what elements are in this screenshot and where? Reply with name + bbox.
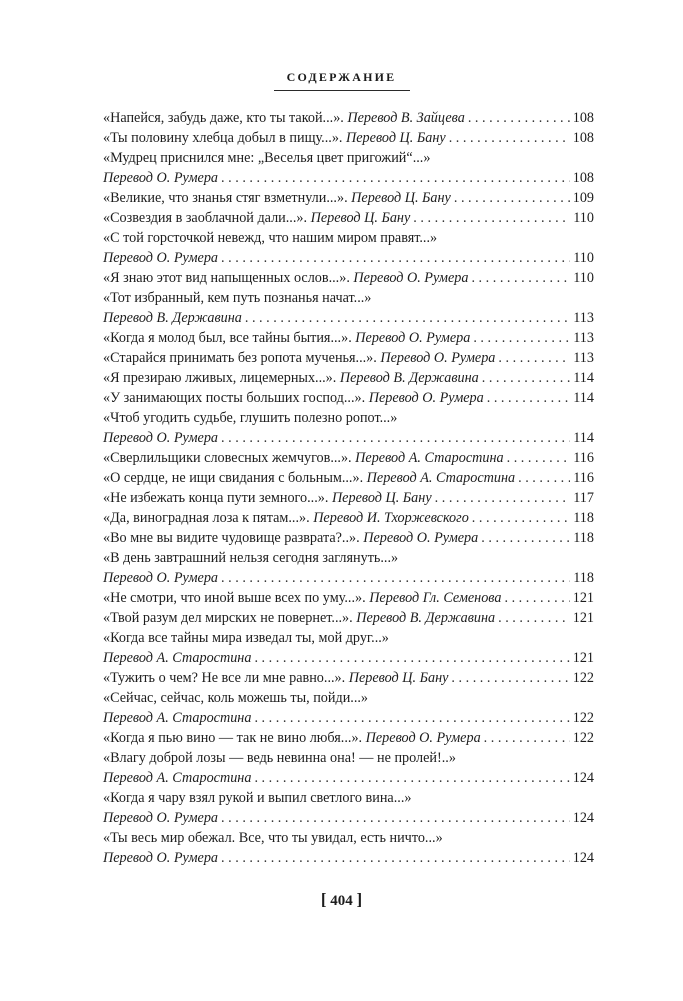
entry-translator: Перевод В. Державина <box>339 370 479 386</box>
toc-entry <box>103 508 594 528</box>
toc-entry-second-line <box>103 428 594 448</box>
entry-page-number: 121 <box>572 650 594 666</box>
entry-translator: Перевод А. Старостина <box>366 470 516 486</box>
dot-leader <box>472 508 570 528</box>
toc-entry-second-line <box>103 168 594 188</box>
toc-entry-second-line <box>103 568 594 588</box>
entry-quote: «Старайся принимать без ропота мученья...». <box>103 350 377 366</box>
entry-quote: «Чтоб угодить судьбе, глушить полезно ропот...» <box>103 410 398 426</box>
entry-page-number: 113 <box>573 310 594 326</box>
dot-leader <box>245 308 570 328</box>
toc-entry <box>103 328 594 348</box>
entry-quote: «Сейчас, сейчас, коль можешь ты, пойди...» <box>103 690 369 706</box>
dot-leader <box>473 328 570 348</box>
toc-entry-second-line <box>103 248 594 268</box>
toc-entry-first-line <box>103 688 594 708</box>
dot-leader <box>221 808 570 828</box>
entry-page-number: 122 <box>572 730 594 746</box>
entry-page-number: 114 <box>573 430 594 446</box>
entry-translator: Перевод В. Зайцева <box>347 110 465 126</box>
dot-leader <box>449 128 570 148</box>
entry-quote: «Влагу доброй лозы — ведь невинна она! — не пролей!..» <box>103 750 456 766</box>
entry-translator: Перевод В. Державина <box>103 310 242 326</box>
entry-quote: «Когда все тайны мира изведал ты, мой друг...» <box>103 630 389 646</box>
dot-leader <box>221 568 570 588</box>
dot-leader <box>454 188 570 208</box>
dot-leader <box>518 468 570 488</box>
toc-entry <box>103 268 594 288</box>
entry-page-number: 121 <box>572 590 594 606</box>
dot-leader <box>254 648 569 668</box>
toc-entry-first-line <box>103 748 594 768</box>
folio-page-number: 404 <box>330 893 353 909</box>
entry-translator: Перевод Ц. Бану <box>348 670 449 686</box>
entry-translator: Перевод А. Старостина <box>103 710 252 726</box>
entry-quote: «Ты весь мир обежал. Все, что ты увидал, есть ничто...» <box>103 830 443 846</box>
toc-entry-first-line <box>103 228 594 248</box>
toc-entry <box>103 108 594 128</box>
dot-leader <box>507 448 571 468</box>
toc-entry <box>103 608 594 628</box>
toc-entry <box>103 368 594 388</box>
dot-leader <box>413 208 570 228</box>
dot-leader <box>498 348 570 368</box>
entry-translator: Перевод О. Румера <box>365 730 481 746</box>
dot-leader <box>498 608 570 628</box>
page-footer <box>0 890 683 910</box>
entry-quote: «Тот избранный, кем путь познанья начат...» <box>103 290 372 306</box>
entry-translator: Перевод О. Румера <box>363 530 479 546</box>
entry-quote: «Твой разум дел мирских не повернет...». <box>103 610 353 626</box>
footer-close-bracket: ] <box>356 890 363 909</box>
entry-translator: Перевод В. Державина <box>356 610 496 626</box>
toc-entry <box>103 528 594 548</box>
toc-entry-first-line <box>103 548 594 568</box>
toc-entry <box>103 588 594 608</box>
entry-translator: Перевод Ц. Бану <box>351 190 451 206</box>
dot-leader <box>484 728 570 748</box>
dot-leader <box>504 588 569 608</box>
entry-page-number: 124 <box>572 770 594 786</box>
dot-leader <box>435 488 571 508</box>
entry-translator: Перевод О. Румера <box>103 570 219 586</box>
dot-leader <box>221 248 570 268</box>
entry-translator: Перевод О. Румера <box>353 270 469 286</box>
dot-leader <box>471 268 570 288</box>
entry-translator: Перевод О. Румера <box>103 170 219 186</box>
toc-entry <box>103 448 594 468</box>
entry-quote: «Ты половину хлебца добыл в пищу...». <box>103 130 343 146</box>
entry-page-number: 116 <box>573 470 594 486</box>
entry-quote: «С той горсточкой невежд, что нашим миром правят...» <box>103 230 438 246</box>
entry-quote: «У занимающих посты больших господ...». <box>103 390 366 406</box>
running-title: СОДЕРЖАНИЕ <box>286 70 397 84</box>
entry-quote: «Я презираю лживых, лицемерных...». <box>103 370 337 386</box>
dot-leader <box>254 708 569 728</box>
entry-page-number: 122 <box>572 710 594 726</box>
toc-entry-second-line <box>103 648 594 668</box>
toc-entry-second-line <box>103 808 594 828</box>
entry-quote: «Да, виноградная лоза к пятам...». <box>103 510 310 526</box>
entry-page-number: 108 <box>572 170 594 186</box>
entry-quote: «Я знаю этот вид напыщенных ослов...». <box>103 270 350 286</box>
entry-page-number: 118 <box>573 570 594 586</box>
entry-quote: «Сверлильщики словесных жемчугов...». <box>103 450 352 466</box>
entry-quote: «Созвездия в заоблачной дали...». <box>103 210 308 226</box>
entry-page-number: 113 <box>573 330 594 346</box>
entry-page-number: 109 <box>572 190 594 206</box>
entry-page-number: 108 <box>572 130 594 146</box>
entry-translator: Перевод Ц. Бану <box>346 130 446 146</box>
entry-page-number: 110 <box>573 210 594 226</box>
entry-page-number: 114 <box>573 370 594 386</box>
toc-entry-first-line <box>103 628 594 648</box>
table-of-contents <box>103 108 594 868</box>
dot-leader <box>221 428 570 448</box>
dot-leader <box>487 388 571 408</box>
entry-translator: Перевод О. Румера <box>103 430 219 446</box>
dot-leader <box>482 368 571 388</box>
toc-entry-first-line <box>103 788 594 808</box>
toc-entry-second-line <box>103 768 594 788</box>
toc-entry <box>103 348 594 368</box>
toc-entry-first-line <box>103 408 594 428</box>
entry-translator: Перевод О. Румера <box>103 810 219 826</box>
toc-entry-second-line <box>103 848 594 868</box>
entry-page-number: 113 <box>573 350 594 366</box>
entry-page-number: 114 <box>573 390 594 406</box>
entry-page-number: 124 <box>572 850 594 866</box>
entry-translator: Перевод О. Румера <box>103 850 219 866</box>
dot-leader <box>221 848 570 868</box>
entry-translator: Перевод Ц. Бану <box>310 210 411 226</box>
entry-quote: «Не избежать конца пути земного...». <box>103 490 329 506</box>
toc-entry <box>103 728 594 748</box>
header-rule <box>274 90 410 91</box>
entry-translator: Перевод Гл. Семенова <box>369 590 502 606</box>
dot-leader <box>468 108 570 128</box>
dot-leader <box>254 768 569 788</box>
entry-page-number: 118 <box>573 510 594 526</box>
entry-quote: «В день завтрашний нельзя сегодня заглянуть...» <box>103 550 399 566</box>
entry-translator: Перевод О. Румера <box>380 350 496 366</box>
toc-entry <box>103 488 594 508</box>
entry-quote: «Когда я молод был, все тайны бытия...». <box>103 330 352 346</box>
toc-entry <box>103 188 594 208</box>
entry-page-number: 117 <box>573 490 594 506</box>
entry-page-number: 118 <box>573 530 594 546</box>
entry-quote: «О сердце, не ищи свидания с больным...». <box>103 470 364 486</box>
toc-entry <box>103 208 594 228</box>
entry-translator: Перевод А. Старостина <box>103 650 252 666</box>
page-header <box>0 70 683 85</box>
toc-entry-second-line <box>103 308 594 328</box>
entry-translator: Перевод Ц. Бану <box>331 490 432 506</box>
toc-entry <box>103 668 594 688</box>
dot-leader <box>221 168 570 188</box>
toc-entry-first-line <box>103 288 594 308</box>
entry-page-number: 122 <box>572 670 594 686</box>
entry-quote: «Мудрец приснился мне: „Веселья цвет пригожий“...» <box>103 150 431 166</box>
toc-entry <box>103 128 594 148</box>
entry-page-number: 108 <box>572 110 594 126</box>
toc-entry <box>103 468 594 488</box>
entry-quote: «Когда я пью вино — так не вино любя...». <box>103 730 363 746</box>
toc-entry-second-line <box>103 708 594 728</box>
toc-entry-first-line <box>103 148 594 168</box>
toc-entry <box>103 388 594 408</box>
entry-translator: Перевод О. Румера <box>355 330 471 346</box>
entry-quote: «Не смотри, что иной выше всех по уму...». <box>103 590 366 606</box>
toc-entry-first-line <box>103 828 594 848</box>
entry-translator: Перевод А. Старостина <box>355 450 504 466</box>
dot-leader <box>451 668 569 688</box>
entry-page-number: 116 <box>573 450 594 466</box>
entry-translator: Перевод И. Тхоржевского <box>313 510 469 526</box>
entry-page-number: 121 <box>572 610 594 626</box>
entry-translator: Перевод О. Румера <box>368 390 484 406</box>
entry-quote: «Великие, что знанья стяг взметнули...». <box>103 190 348 206</box>
footer-open-bracket: [ <box>320 890 327 909</box>
entry-quote: «Напейся, забудь даже, кто ты такой...». <box>103 110 344 126</box>
entry-quote: «Когда я чару взял рукой и выпил светлого вина...» <box>103 790 412 806</box>
entry-quote: «Тужить о чем? Не все ли мне равно...». <box>103 670 346 686</box>
entry-translator: Перевод О. Румера <box>103 250 219 266</box>
entry-page-number: 124 <box>572 810 594 826</box>
entry-page-number: 110 <box>573 250 594 266</box>
entry-translator: Перевод А. Старостина <box>103 770 252 786</box>
entry-page-number: 110 <box>573 270 594 286</box>
entry-quote: «Во мне вы видите чудовище разврата?..». <box>103 530 360 546</box>
dot-leader <box>481 528 570 548</box>
